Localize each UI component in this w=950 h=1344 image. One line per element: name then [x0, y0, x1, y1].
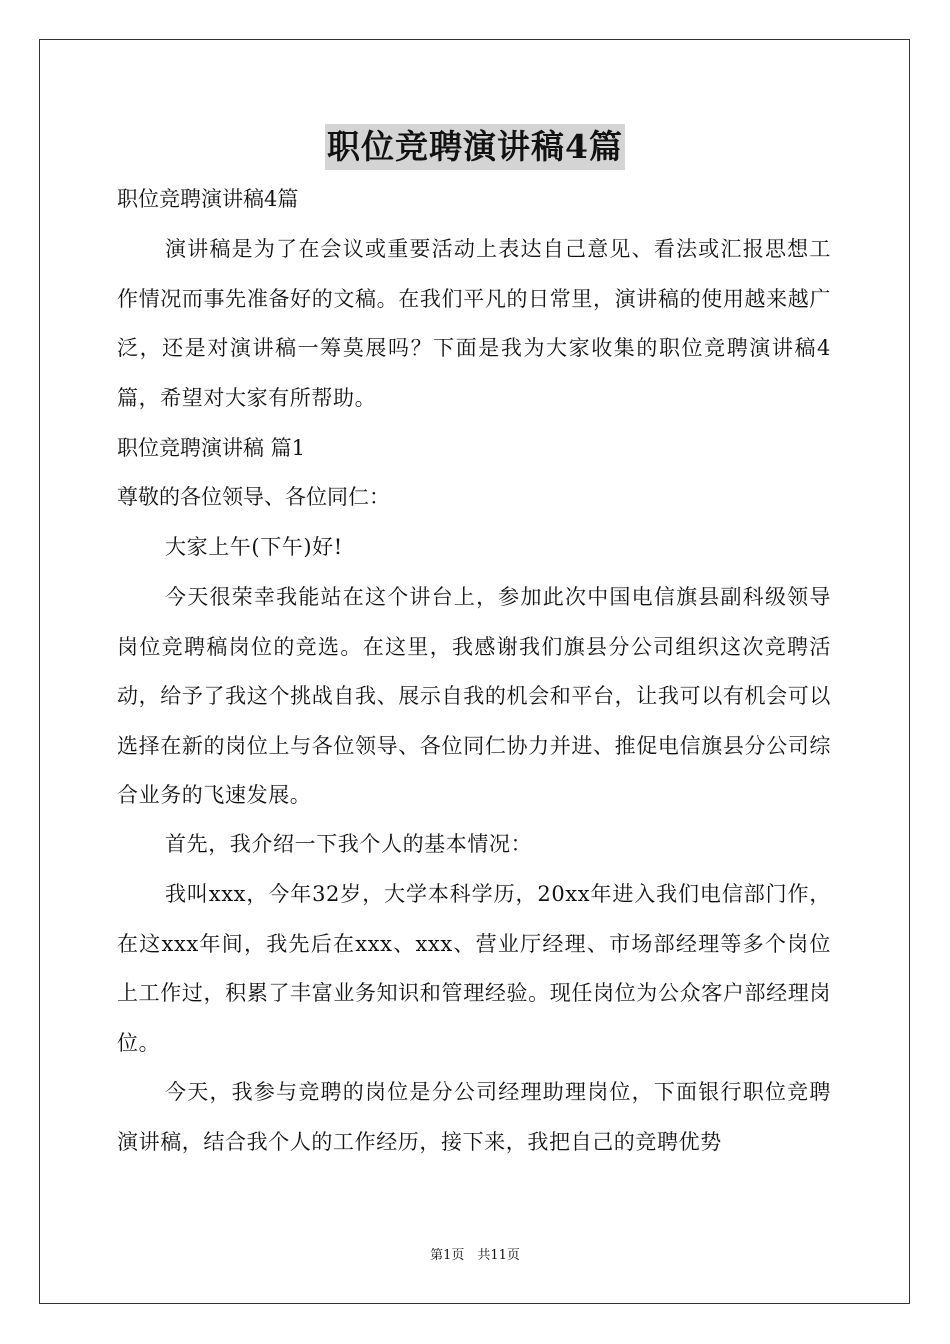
document-title-container [0, 124, 950, 170]
body-paragraph-4: 今天，我参与竞聘的岗位是分公司经理助理岗位，下面银行职位竞聘演讲稿，结合我个人的工作经历，接下来，我把自己的竞聘优势 [117, 1080, 831, 1154]
intro-paragraph: 演讲稿是为了在会议或重要活动上表达自己意见、看法或汇报思想工作情况而事先准备好的文稿。在我们平凡的日常里，演讲稿的使用越来越广泛，还是对演讲稿一筹莫展吗？下面是我为大家收集的职位竞聘演讲稿4篇，希望对大家有所帮助。 [117, 237, 831, 410]
page-footer: 第1页 共11页 [430, 1248, 520, 1263]
greeting-paragraph: 大家上午(下午)好! [165, 535, 343, 559]
section-heading: 职位竞聘演讲稿 篇1 [117, 436, 306, 460]
document-title: 职位竞聘演讲稿4篇 [325, 124, 625, 170]
body-paragraph-1: 今天很荣幸我能站在这个讲台上，参加此次中国电信旗县副科级领导岗位竞聘稿岗位的竞选。在这里，我感谢我们旗县分公司组织这次竞聘活动，给予了我这个挑战自我、展示自我的机会和平台，让我可以有机会可以选择在新的岗位上与各位领导、各位同仁协力并进、推促电信旗县分公司综合业务的飞速发展。 [117, 585, 831, 807]
document-subtitle: 职位竞聘演讲稿4篇 [117, 187, 299, 211]
body-paragraph-3: 我叫xxx，今年32岁，大学本科学历，20xx年进入我们电信部门作，在这xxx年间，我先后在xxx、xxx、营业厅经理、市场部经理等多个岗位上工作过，积累了丰富业务知识和管理经验。现任岗位为公众客户部经理岗位。 [117, 882, 831, 1055]
salutation: 尊敬的各位领导、各位同仁： [117, 485, 390, 509]
body-paragraph-2: 首先，我介绍一下我个人的基本情况： [165, 832, 533, 856]
